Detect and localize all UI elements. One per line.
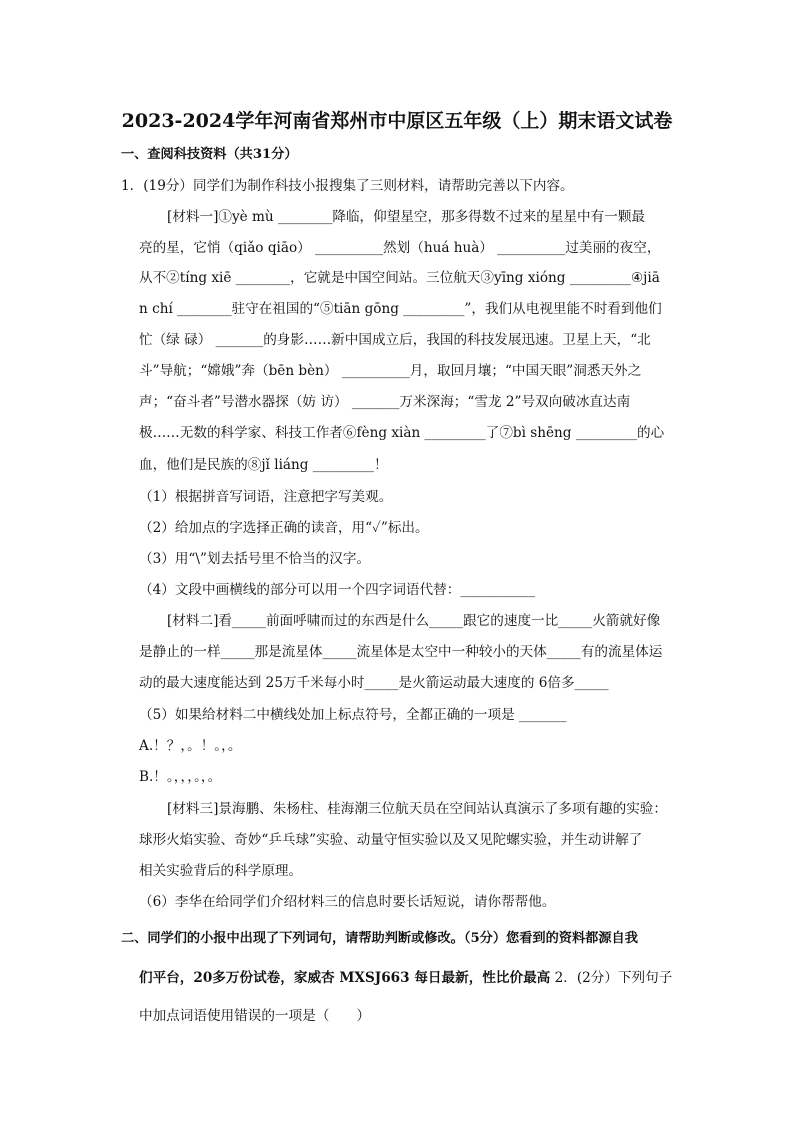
material-1-line: 从不②tíng xiē ________，它就是中国空间站。三位航天③yīng xióng _________④jiā	[139, 270, 660, 286]
material-1-line: 亮的星，它悄（qiǎo qiāo） __________然划（huá huà） __________过美丽的夜空，	[139, 240, 661, 256]
material-3-line: [材料三]景海鹏、朱杨柱、桂海潮三位航天员在空间站认真演示了多项有趣的实验：	[167, 801, 667, 817]
question-1-intro: 1．(19分）同学们为制作科技小报搜集了三则材料，请帮助完善以下内容。	[121, 178, 574, 194]
subquestion-3: （3）用“\”划去括号里不恰当的汉字。	[139, 551, 371, 567]
subquestion-1: （1）根据拼音写词语，注意把字写美观。	[139, 489, 393, 505]
material-1-line: [材料一]①yè mù ________降临，仰望星空，那多得数不过来的星星中有一颗最	[167, 209, 646, 225]
material-1-line: 声；“奋斗者”号潜水器探（妨 访） _______万米深海；“雪龙 2”号双向破冰直达南	[139, 394, 631, 410]
question-2-intro: 2．(2分）下列句子	[550, 970, 673, 986]
section-2-heading: 二、同学们的小报中出现了下列词句，请帮助判断或修改。（5分）您看到的资料都源自我	[121, 931, 638, 946]
material-1-line: 斗”导航；“嫦娥”奔（bēn bèn） __________月，取回月壤；“中国天眼”洞悉天外之	[139, 363, 642, 379]
exam-title: 2023-2024学年河南省郑州市中原区五年级（上）期末语文试卷	[121, 110, 673, 132]
subquestion-5: （5）如果给材料二中横线处加上标点符号，全都正确的一项是 _______	[139, 707, 567, 723]
material-2-line: 动的最大速度能达到 25万千米每小时_____是火箭运动最大速度的 6倍多_____	[139, 675, 609, 691]
subquestion-6: （6）李华在给同学们介绍材料三的信息时要长话短说，请你帮帮他。	[139, 894, 556, 910]
subquestion-2: （2）给加点的字选择正确的读音，用“✓”标出。	[139, 520, 429, 536]
section-2-line-2	[139, 968, 672, 988]
material-2-line: 是静止的一样_____那是流星体_____流星体是太空中一种较小的天体_____有的流星体运	[139, 644, 663, 660]
option-b: B.！。，，，。，。	[139, 769, 222, 785]
material-1-line: 血，他们是民族的⑧jǐ liáng _________！	[139, 457, 388, 473]
question-2-text: 中加点词语使用错误的一项是（ ）	[139, 1008, 371, 1024]
material-1-line: n chí ________驻守在祖国的“⑤tiān gōng _________”，我们从电视里能不时看到他们	[139, 301, 662, 317]
promo-text: 们平台，20多万份试卷，家威杏 MXSJ663 每日最新，性比价最高	[139, 970, 551, 986]
material-3-line: 球形火焰实验、奇妙“乒乓球”实验、动量守恒实验以及又见陀螺实验，并生动讲解了	[139, 832, 643, 848]
material-3-line: 相关实验背后的科学原理。	[139, 863, 303, 879]
material-2-line: [材料二]看_____前面呼啸而过的东西是什么_____跟它的速度一比_____火箭就好像	[167, 613, 661, 629]
option-a: A.！？，。！。，。	[139, 738, 242, 754]
subquestion-4: （4）文段中画横线的部分可以用一个四字词语代替：___________	[139, 582, 536, 598]
material-1-line: 忙（绿 碌） _______的身影……新中国成立后，我国的科技发展迅速。卫星上天，“北	[139, 332, 651, 348]
material-1-line: 极……无数的科学家、科技工作者⑥fèng xiàn _________了⑦bì shēng _________的心	[139, 425, 665, 441]
section-1-heading: 一、查阅科技资料（共31分）	[121, 147, 298, 162]
